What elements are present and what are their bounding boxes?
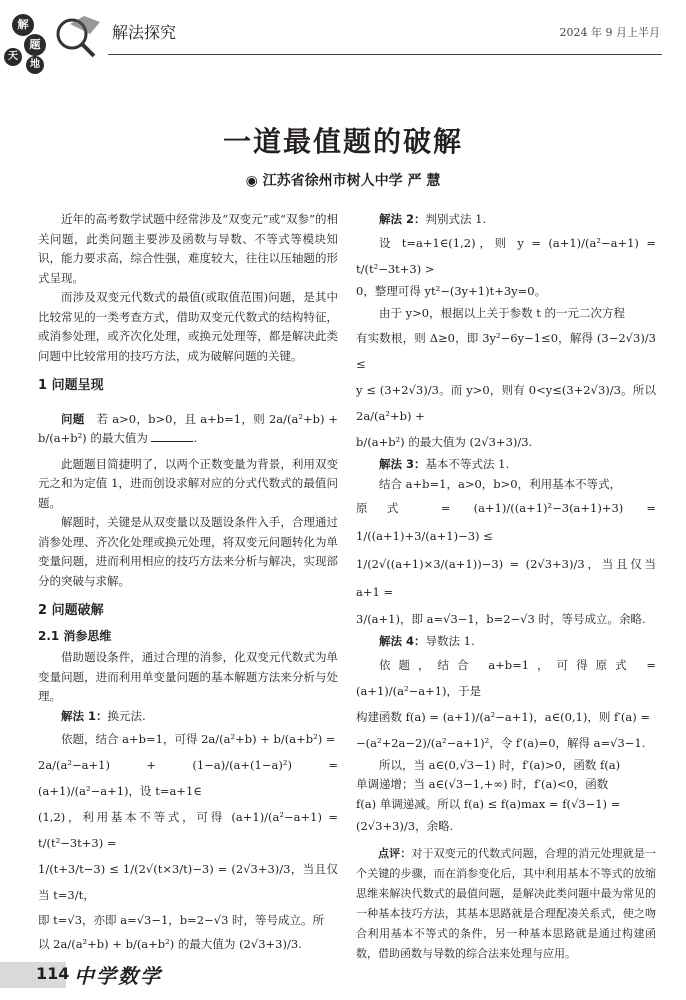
solution-4-name: 导数法 1. [425,634,475,648]
badge-char-2: 题 [24,34,46,56]
comment-paragraph [356,844,656,964]
solution-3-line-3: 1/(2√((a+1)×3/(a+1))−3) = (2√3+3)/3，当且仅当 a+1 = [356,557,656,599]
left-column [38,210,338,956]
intro-paragraph-1: 近年的高考数学试题中经常涉及“双变元”或“双参”的相关问题，此类问题主要涉及函数与导数、不等式等模块知识，能力要求高，综合性强，难度较大，往往以压轴题的形式呈现。 [38,212,338,285]
intro-paragraph-2: 而涉及双变元代数式的最值(或取值范围)问题，是其中比较常见的一类考查方式，借助双变元代数式的结构特征，或消参处理，或齐次化处理，或换元处理等，都是解决此类问题中比较常用的技巧方法，成为破解问题的关键。 [38,290,338,363]
analysis-paragraph-2: 解题时，关键是从双变量以及题设条件入手，合理通过消参处理、齐次化处理或换元处理，将双变元问题转化为单变量问题，进而利用相应的技巧方法来分析与解决，实现部分的突破与求解。 [38,515,338,588]
header-divider [108,54,662,55]
solution-4-header [356,632,656,652]
solution-2-line-3: 由于 y>0，根据以上关于参数 t 的一元二次方程 [379,306,626,320]
solution-4-line-7: (2√3+3)/3，余略. [356,819,454,833]
solution-2-name: 判别式法 1. [425,212,487,226]
comment-label: 点评： [378,847,412,860]
section-label: 解法探究 [112,23,177,42]
problem-label: 问题 [61,411,85,426]
solution-1-line-1: 依题，结合 a+b=1，可得 2a/(a²+b) + b/(a+b²) = [61,732,336,746]
problem-statement: 问题 若 a>0，b>0，且 a+b=1，则 2a/(a²+b) + b/(a+b²) 的最大值为 . [38,411,339,445]
solution-1-label: 解法 1： [61,708,108,723]
solution-3-line-4: 3/(a+1)，即 a=√3−1，b=2−√3 时，等号成立。余略. [356,612,646,626]
article-title: 一道最值题的破解 [222,125,463,158]
issue-date: 2024 年 9 月上半月 [559,26,660,39]
answer-blank [151,431,193,442]
section-2-1-text: 借助题设条件，通过合理的消参，化双变元代数式为单变量问题，进而利用单变量问题的基本解题方法来分析与处理。 [38,650,338,703]
column-badge [4,8,114,70]
badge-char-4: 地 [26,56,44,74]
problem-text: 若 a>0，b>0，且 a+b=1，则 2a/(a²+b) + b/(a+b²) 的最大值为 [38,411,339,445]
solution-1-name: 换元法. [107,708,146,723]
analysis-paragraph-1: 此题题目简捷明了，以两个正数变量为背景，利用双变元之和为定值 1，进而创设求解对应的分式代数式的最值问题。 [38,456,338,510]
solution-3-label: 解法 3： [379,457,426,471]
badge-char-3: 天 [4,48,22,66]
solution-2-line-6: b/(a+b²) 的最大值为 (2√3+3)/3. [356,435,533,449]
badge-char-1: 解 [12,14,34,36]
comment-text: 对于双变元的代数式问题，合理的消元处理就是一个关键的步骤，而在消参变化后，其中利用基本不等式的放缩思维来解决代数式的最值问题，是解决此类问题中最为常见的一种基本技巧方法，其基本思路就是合理配凑关系式，使之吻合利用基本不等式的条件，另一种基本思路就是通过构建函数，借助函数与导数的综合法来处理与应用。 [356,847,656,960]
section-1-heading: 1 问题呈现 [38,378,104,393]
solution-4-line-4: 所以，当 a∈(0,√3−1) 时，f′(a)>0，函数 f(a) [379,757,621,772]
solution-4-line-1: 依题，结合 a+b=1，可得原式 = (a+1)/(a²−a+1)，于是 [356,657,656,698]
right-column [356,210,656,964]
solution-2-line-1: 设 t=a+1∈(1,2)，则 y = (a+1)/(a²−a+1) = t/(t²−3t+3) > [356,235,656,276]
solution-3-name: 基本不等式法 1. [425,457,510,471]
solution-3-header [356,455,656,475]
solution-1-line-4: 1/(t+3/t−3) ≤ 1/(2√(t×3/t)−3) = (2√3+3)/3，当且仅当 t=3/t， [38,862,338,902]
solution-1-line-6: 以 2a/(a²+b) + b/(a+b²) 的最大值为 (2√3+3)/3. [38,937,302,951]
solution-1-line-3: (1,2)，利用基本不等式，可得 (a+1)/(a²−a+1) = t/(t²−3t+3) = [38,810,338,850]
solution-2-line-5: y ≤ (3+2√3)/3。而 y>0，则有 0<y≤(3+2√3)/3。所以 2a/(a²+b) + [356,383,656,423]
solution-4-label: 解法 4： [379,634,426,648]
solution-2-header [356,210,656,230]
solution-1-line-2: 2a/(a²−a+1) + (1−a)/(a+(1−a)²) = (a+1)/(a²−a+1)，设 t=a+1∈ [38,758,338,798]
article-author: ◉ 江苏省徐州市树人中学 严 慧 [245,173,441,189]
solution-2-line-2: 0，整理可得 yt²−(3y+1)t+3y=0。 [356,283,547,298]
solution-1-header [38,707,338,727]
solution-1-line-5: 即 t=√3，亦即 a=√3−1，b=2−√3 时，等号成立。所 [38,913,325,927]
solution-4-line-6: f(a) 单调递减。所以 f(a) ≤ f(a)max = f(√3−1) = [356,796,621,811]
solution-4-line-2: 构建函数 f(a) = (a+1)/(a²−a+1)，a∈(0,1)，则 f′(a) = [356,709,651,724]
section-2-1-heading: 2.1 消参思维 [38,628,112,643]
solution-4-line-3: −(a²+2a−2)/(a²−a+1)²，令 f′(a)=0，解得 a=√3−1. [356,735,646,750]
page-number: 114 [36,964,70,983]
journal-logo: 中学数学 [74,964,162,988]
magnifier-icon [50,12,110,60]
solution-3-line-1: 结合 a+b=1，a>0，b>0，利用基本不等式， [379,476,622,491]
solution-3-line-2: 原式 = (a+1)/((a+1)²−3(a+1)+3) = 1/((a+1)+3/(a+1)−3) ≤ [356,501,656,543]
solution-2-line-4: 有实数根，则 Δ≥0，即 3y²−6y−1≤0，解得 (3−2√3)/3 ≤ [356,331,656,371]
solution-2-label: 解法 2： [379,212,426,226]
solution-4-line-5: 单调递增；当 a∈(√3−1,+∞) 时，f′(a)<0，函数 [356,777,609,791]
section-2-heading: 2 问题破解 [38,603,104,618]
